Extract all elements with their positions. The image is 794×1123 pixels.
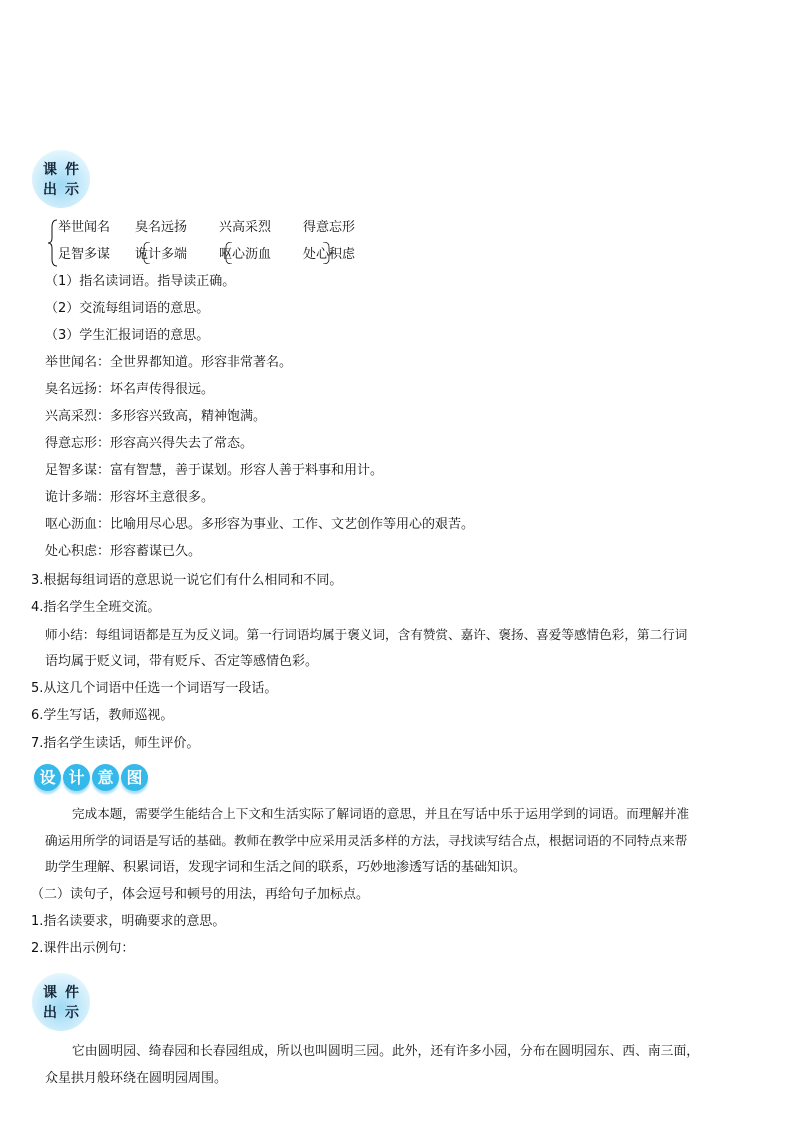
word-row2-item: 诡计多端 (135, 247, 188, 262)
text-line: 诡计多端：形容坏主意很多。 (45, 490, 215, 505)
step-line: 7.指名学生读话，师生评价。 (31, 736, 200, 751)
text-line: 处心积虑：形容蓄谋已久。 (45, 544, 202, 559)
text-line: 呕心沥血：比喻用尽心思。多形容为事业、工作、文艺创作等用心的艰苦。 (45, 517, 475, 532)
paragraph-line: 助学生理解、积累词语，发现字词和生活之间的联系，巧妙地渗透写话的基础知识。 (45, 860, 527, 875)
paragraph-line: 它由圆明园、绮春园和长春园组成，所以也叫圆明三园。此外，还有许多小园，分布在圆明园东、西、南三面， (72, 1044, 700, 1059)
step-line: 2.课件出示例句： (31, 941, 135, 956)
step-line: 3.根据每组词语的意思说一说它们有什么相同和不同。 (31, 573, 343, 588)
step-line: 4.指名学生全班交流。 (31, 600, 161, 615)
word-row1-item: 得意忘形 (303, 220, 356, 235)
text-line: 臭名远扬：坏名声传得很远。 (45, 382, 215, 397)
design-char: 计 (63, 764, 90, 791)
word-row2-item: 足智多谋 (58, 247, 111, 262)
summary-line: 语均属于贬义词，带有贬斥、否定等感情色彩。 (45, 654, 319, 669)
paragraph-line: 确运用所学的词语是写话的基础。教师在教学中应采用灵活多样的方法，寻找读写结合点，根据词语的不同特点来帮 (45, 833, 688, 848)
text-line: （2）交流每组词语的意思。 (45, 301, 210, 316)
design-intent-badge (34, 764, 152, 796)
badge-circle (32, 973, 90, 1031)
badge-char: 示 (65, 182, 79, 198)
badge-char: 示 (65, 1005, 79, 1021)
badge-char: 件 (65, 985, 79, 1001)
design-char: 设 (34, 764, 61, 791)
badge-char: 课 (43, 162, 57, 178)
courseware-badge-bottom (32, 973, 90, 1031)
paragraph-line: 众星拱月般环绕在圆明园周围。 (45, 1071, 228, 1086)
step-line: 1.指名读要求，明确要求的意思。 (31, 914, 226, 929)
text-line: （1）指名读词语。指导读正确。 (45, 274, 236, 289)
word-row1-item: 兴高采烈 (219, 220, 272, 235)
summary-line: 师小结：每组词语都是互为反义词。第一行词语均属于褒义词，含有赞赏、嘉许、褒扬、喜爱等感情色彩，第二行词 (45, 627, 688, 642)
step-line: 5.从这几个词语中任选一个词语写一段话。 (31, 681, 278, 696)
word-row1-item: 臭名远扬 (135, 220, 188, 235)
word-row1-item: 举世闻名 (58, 220, 111, 235)
paragraph-line: 完成本题，需要学生能结合上下文和生活实际了解词语的意思，并且在写话中乐于运用学到的词语。而理解并准 (72, 806, 690, 821)
badge-char: 课 (43, 985, 57, 1001)
badge-char: 出 (43, 1005, 57, 1021)
step-line: 6.学生写话，教师巡视。 (31, 708, 174, 723)
badge-char: 件 (65, 162, 79, 178)
text-line: 兴高采烈：多形容兴致高，精神饱满。 (45, 409, 267, 424)
text-line: 足智多谋：富有智慧，善于谋划。形容人善于料事和用计。 (45, 463, 384, 478)
text-line: （3）学生汇报词语的意思。 (45, 328, 210, 343)
design-char: 图 (121, 764, 148, 791)
section-heading: （二）读句子，体会逗号和顿号的用法，再给句子加标点。 (31, 887, 370, 902)
badge-circle (32, 150, 90, 208)
badge-char: 出 (43, 182, 57, 198)
design-char: 意 (92, 764, 119, 791)
text-line: 举世闻名：全世界都知道。形容非常著名。 (45, 355, 293, 370)
left-brace-icon (48, 219, 58, 267)
word-row2-item: 呕心沥血 (219, 247, 272, 262)
courseware-badge-top (32, 150, 90, 208)
word-row2-item: 处心积虑 (303, 247, 356, 262)
text-line: 得意忘形：形容高兴得失去了常态。 (45, 436, 254, 451)
